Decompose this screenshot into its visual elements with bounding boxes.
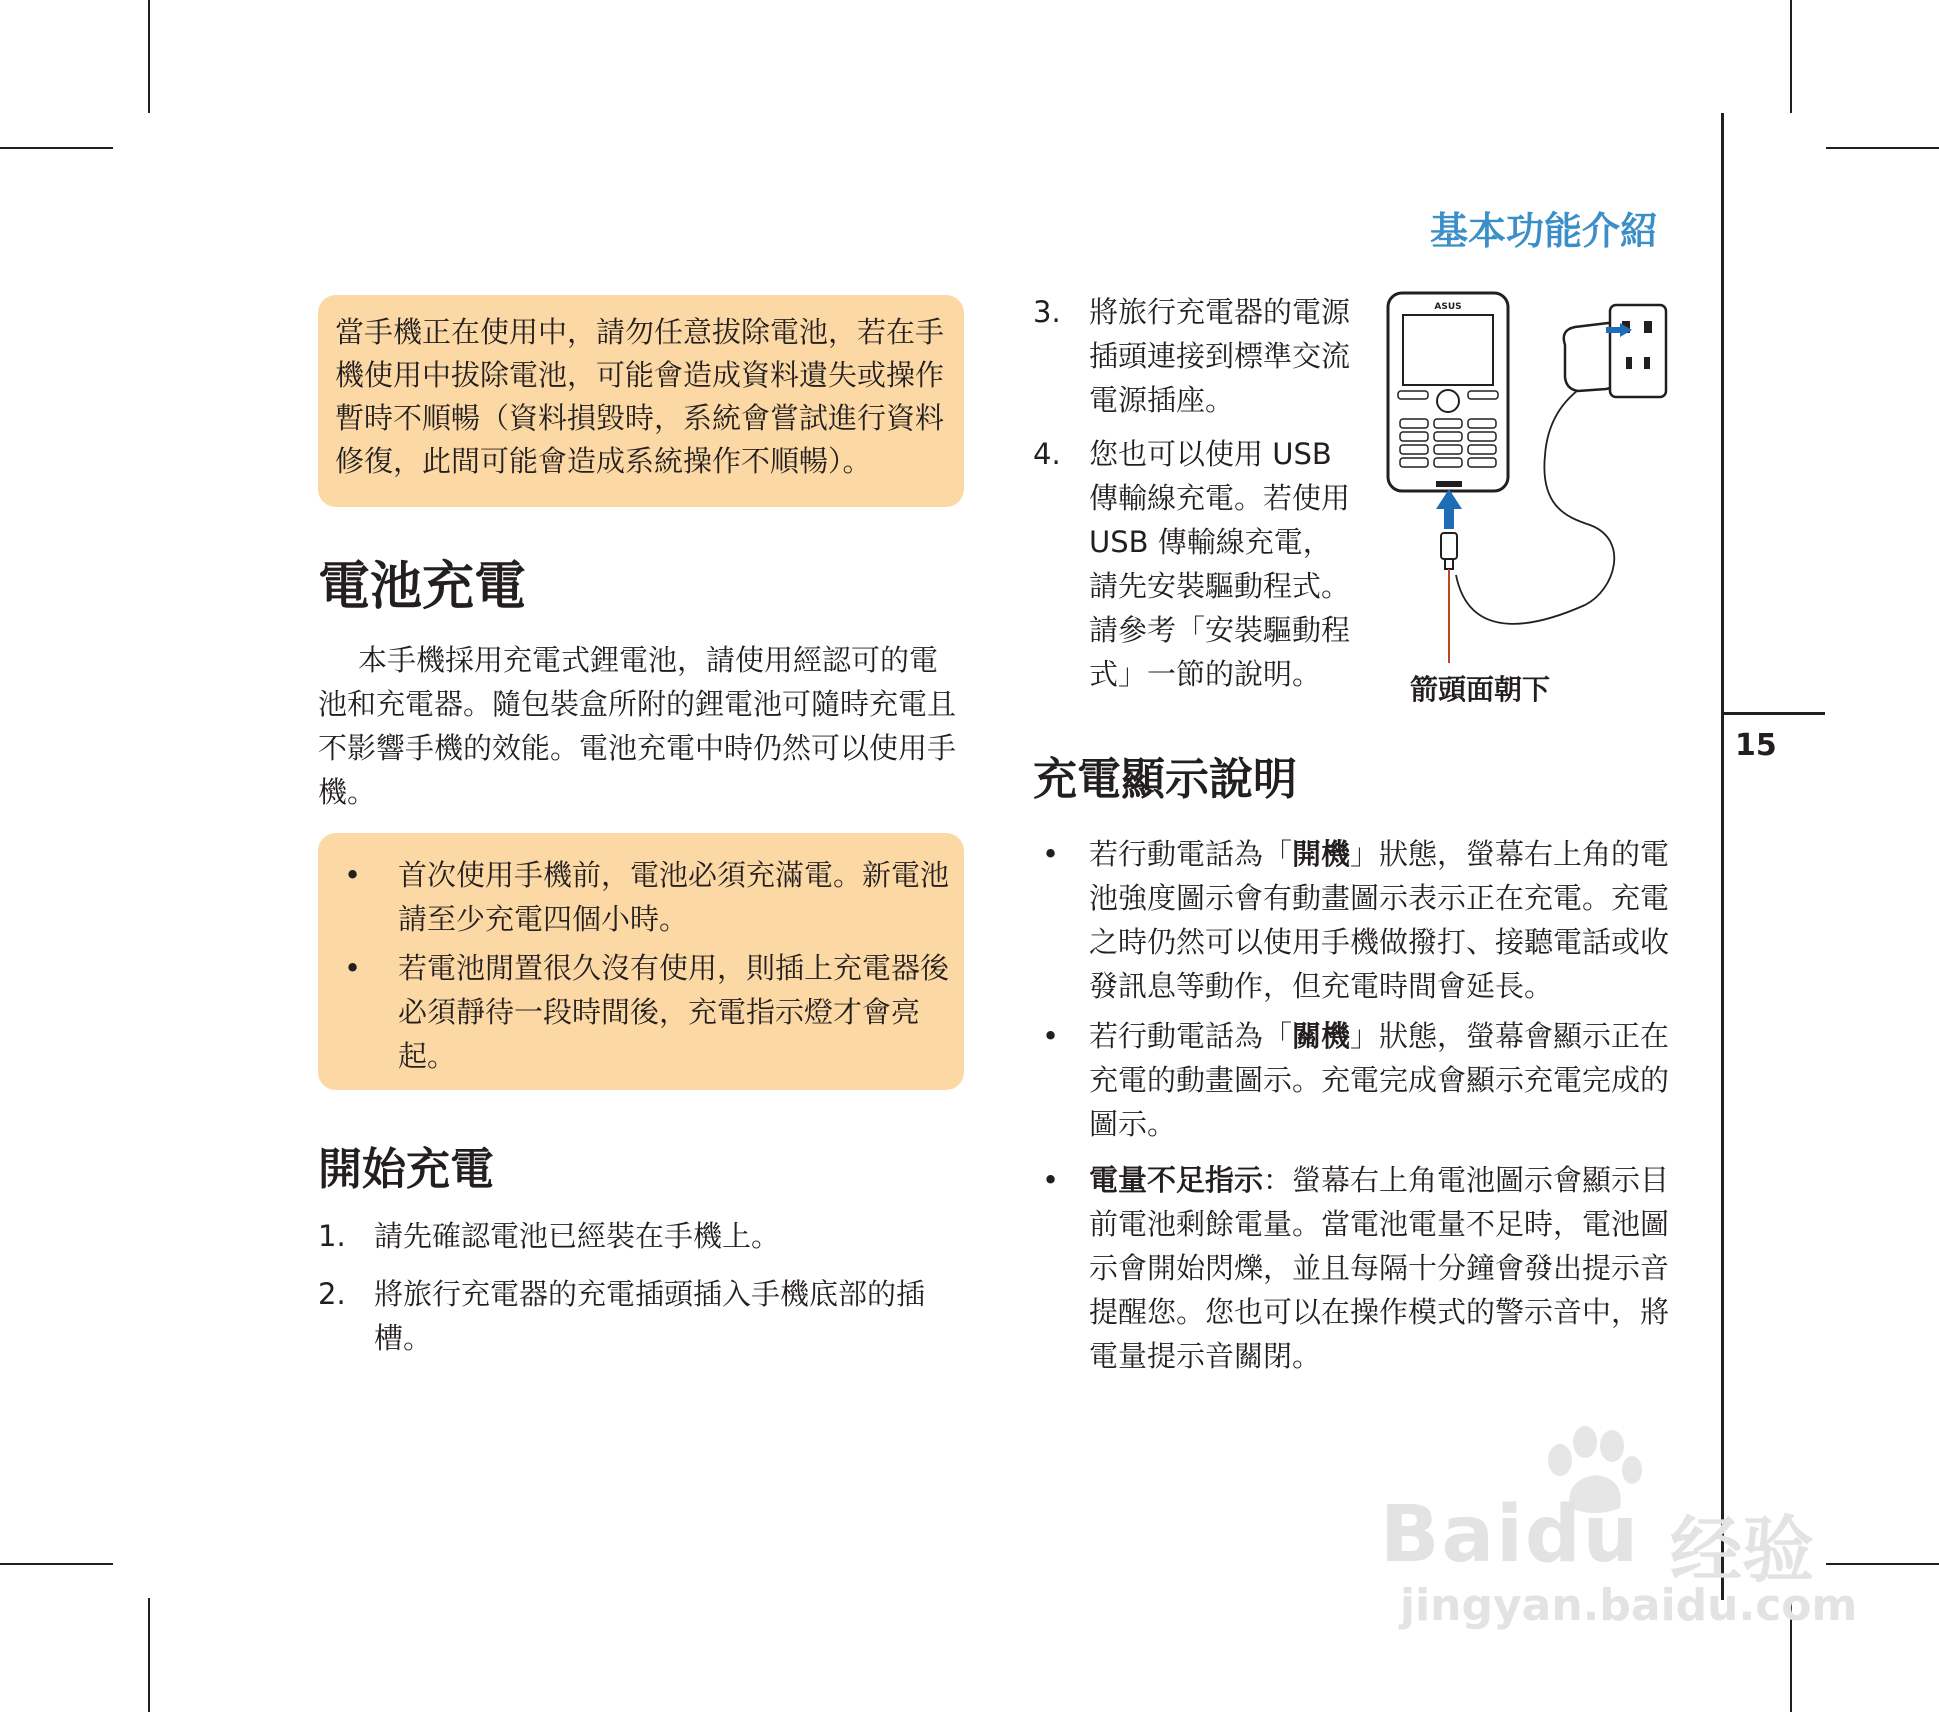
crop-mark-bl-v — [148, 1598, 150, 1712]
step-text: 將旅行充電器的電源插頭連接到標準交流電源插座。 — [1089, 295, 1351, 417]
bullet-body: ：螢幕右上角電池圖示會顯示目前電池剩餘電量。當電池電量不足時，電池圖示會開始閃爍，並且每隔十分鐘會發出提示音提醒您。您也可以在操作模式的警示音中，將電量提示音關閉。 — [1089, 1163, 1670, 1373]
crop-mark-tl-h — [0, 147, 113, 149]
wall-outlet — [1610, 305, 1666, 397]
bullet-keyword: 電量不足指示 — [1089, 1163, 1264, 1197]
display-bullet: • — [1042, 837, 1060, 871]
bullet-keyword: 開機 — [1292, 837, 1351, 871]
step-text: 將旅行充電器的充電插頭插入手機底部的插槽。 — [374, 1277, 926, 1355]
battery-intro-paragraph: 本手機採用充電式鋰電池，請使用經認可的電池和充電器。隨包裝盒所附的鋰電池可隨時充電且不影響手機的效能。電池充電中時仍然可以使用手機。 — [318, 643, 957, 809]
battery-charging-heading: 電池充電 — [318, 557, 527, 617]
watermark-cn: 经验 — [1670, 1508, 1815, 1592]
step-number: 1. — [318, 1219, 346, 1253]
display-bullet: • — [1042, 1163, 1060, 1197]
bullet-body: 」狀態，螢幕會顯示正在充電的動畫圖示。充電完成會顯示充電完成的圖示。 — [1089, 1019, 1670, 1141]
display-bullet: • — [1042, 1019, 1060, 1053]
tips-note — [318, 833, 964, 1090]
warning-note — [318, 295, 964, 507]
watermark-brand: Baidu — [1380, 1490, 1641, 1580]
usb-plug — [1441, 533, 1457, 559]
phone-nav-key — [1437, 390, 1459, 412]
watermark — [1380, 1420, 1858, 1640]
crop-mark-tr-h — [1826, 147, 1939, 149]
phone-bottom-port — [1436, 481, 1462, 487]
step-text: 請先確認電池已經裝在手機上。 — [374, 1219, 781, 1253]
start-charging-heading: 開始充電 — [318, 1144, 494, 1195]
display-bullet-text — [1089, 832, 1679, 1008]
section-title: 基本功能介紹 — [1430, 209, 1659, 253]
phone-screen — [1403, 315, 1493, 385]
page-edge-rule — [1721, 113, 1724, 1600]
crop-mark-br-h — [1826, 1563, 1939, 1565]
page-number-rule — [1723, 712, 1825, 715]
page-number: 15 — [1735, 728, 1777, 763]
warning-note-text: 當手機正在使用中，請勿任意拔除電池，若在手機使用中拔除電池，可能會造成資料遺失或操作暫時不順暢（資料損毀時，系統會嘗試進行資料修復，此間可能會造成系統操作不順暢）。 — [335, 315, 945, 478]
insert-arrow-icon — [1436, 489, 1462, 529]
step-number: 2. — [318, 1277, 346, 1311]
charging-diagram — [1370, 285, 1690, 675]
display-bullet-text — [1089, 1158, 1679, 1378]
step-number: 3. — [1033, 295, 1061, 329]
bullet-prefix: 若行動電話為「 — [1089, 837, 1293, 871]
crop-mark-tr-v — [1790, 0, 1792, 113]
figure-caption: 箭頭面朝下 — [1410, 673, 1551, 706]
bullet-body: 」狀態，螢幕右上角的電池強度圖示會有動畫圖示表示正在充電。充電之時仍然可以使用手機做撥打、接聽電話或收發訊息等動作，但充電時間會延長。 — [1089, 837, 1670, 1003]
watermark-url: jingyan.baidu.com — [1400, 1580, 1858, 1631]
crop-mark-bl-h — [0, 1563, 113, 1565]
display-bullet-text — [1089, 1014, 1679, 1146]
tip-text: 首次使用手機前，電池必須充滿電。新電池請至少充電四個小時。 — [398, 858, 950, 936]
phone-brand-label: ASUS — [1434, 302, 1462, 312]
bullet-keyword: 關機 — [1292, 1019, 1351, 1053]
charging-display-heading: 充電顯示說明 — [1033, 754, 1297, 805]
step-text: 您也可以使用 USB 傳輸線充電。若使用 USB 傳輸線充電，請先安裝驅動程式。請參考「安裝驅動程式」一節的說明。 — [1089, 437, 1351, 691]
bullet-prefix: 若行動電話為「 — [1089, 1019, 1293, 1053]
tip-bullet: • — [344, 858, 362, 892]
crop-mark-tl-v — [148, 0, 150, 113]
step-number: 4. — [1033, 437, 1061, 471]
tip-bullet: • — [344, 951, 362, 985]
tip-text: 若電池閒置很久沒有使用，則插上充電器後必須靜待一段時間後，充電指示燈才會亮起。 — [398, 951, 950, 1073]
